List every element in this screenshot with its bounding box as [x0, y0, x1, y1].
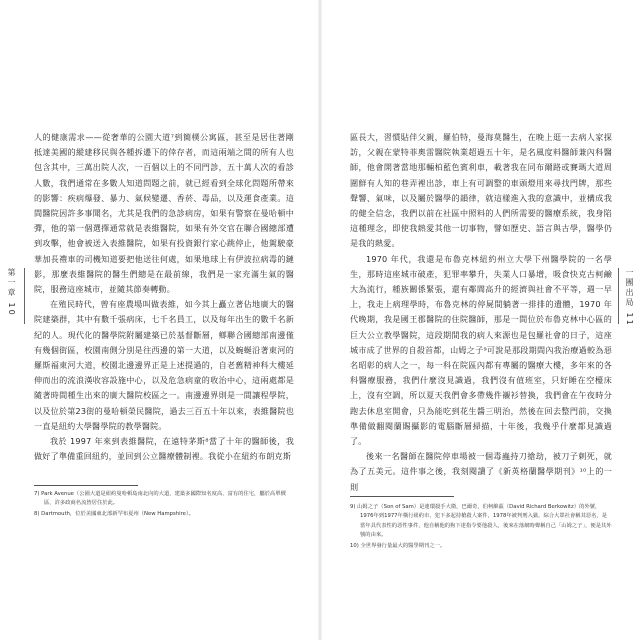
- footnote: 7) Park Avenue（公園大道是紐約曼哈頓島南北向的大道，建築多國際知名度高、富有的住宅，屬於高單價區，許多政商名流皆居住於此。: [34, 491, 286, 507]
- right-folio-rule: [618, 268, 619, 324]
- footnote: 9) 山姆之子（Son of Sam）是連環殺手大衛，巴爾奇，伯柯維茲（David Richard Berkowitz）的外號，1976年到1977年橫行紐約市，犯下多起持槍殺人案件，1978年被判刑入獄，綜合大眾社會稱其惡名，是當年具代表性的惡性事件，他自稱他的狗下達指令要他殺人，後來在落網時聲稱自己「山姆之子」，便是其外號的由來。: [350, 504, 612, 539]
- left-page: [0, 0, 318, 640]
- left-footnotes: [34, 490, 296, 520]
- right-footnote-divider: [350, 496, 454, 497]
- right-paragraph: 後來一名醫師在醫院停車場被一個毒蟲持刀搶劫，被刀子刺死，就為了五美元。這件事之後，我刻閱讀了《新英格蘭醫學期刊》¹⁰上的一則: [350, 451, 612, 492]
- footnote: 10) 全世界發行量最大的醫學期刊之一。: [350, 542, 446, 549]
- right-paragraph: 1970 年代，我還是布魯克林紐約州立大學下州醫學院的一名學生，那時這座城市破產，犯罪率攀升，失業人口暴增，吸食快克古柯鹼大為流行，種族關係緊張，還有鄰閭高升的經濟與社會不平等，週一早上，我走上病理學時，布魯克林的停屍間躺著一排排的遺體，1970 年代晚期，我是國王郡醫院的住院醫師，那是一間位於布魯克林中心區的巨大公立教學醫院，這段期間我的病人來源也是包羅社會的日子，這座城市成了世界的自殺首都，山姆之子⁹可說是那段期間內我治療過較為惡名昭彰的病人之一，每一科在院區內都有專屬的醫療大樓，多年來的各科醫療服務，我們什麼沒見識過，我們沒有值班室，只好睡在空檯床上，沒有空調，所以夏天我們會多帶幾件襯衫替換，我們會在午夜時分跑去休息室開會，只為能吃到花生醬三明治，然後在回去整門前，交換準備做翻閱蘭賜攝影的電腦斷層掃描，十年後，我幾乎什麼都見識過了。: [350, 253, 612, 447]
- left-footnote-divider: [34, 485, 138, 486]
- right-paragraph: 區長大，習慣貼伴父親，羅伯特，曼海莫醫生，在晚上逛一去病人家探訪，父親在蒙特菲奧雷醫院執業超過五十年，是名風度料醫師兼內科醫師，他會開著當地那輛柏藍色賓利車，載著我在同布爾路或賽瑪大道周圍鮮有人知的巷弄裡出診，車上有可調整的車頭燈用來尋找門牌，那些聲響、氣味，以及屬於醫學的韻律，就這樣進入我的意識中，並構成我的健全信念，我們以前在社區中照料的人們所需要的醫療系統，我身陷這種理念，即使我熱愛其他一切事物，譬如歷史、語言與古學，醫學仍是我的熱愛。: [350, 132, 612, 249]
- right-running-head: 一團出局 11: [625, 268, 634, 327]
- right-page: [322, 0, 640, 640]
- right-body-text: [350, 130, 612, 495]
- left-running-head: 第一章 10: [7, 268, 16, 317]
- right-footnotes: [350, 503, 612, 552]
- left-paragraph: 在殖民時代，曾有座農場叫做表維，如今其上矗立著佔地廣大的醫院建築群，其中有數千張病床，七千名員工，以及每年出生的數千名新紀的人。現代化的醫學院附屬建築已於基督斷層，鄉聯合國總部南邊僅有幾個街區，校園南側分別是往西邊的第一大道，以及蜿蜒沿著東河的羅斯福東河大道，校園北邊邊界正是上述提過的，自老舊精神科大樓延伸而出的流浪漢收容設施中心，以及危急病童的收治中心，這兩處都是隨著時間種生出來的廣大醫院校區之一。南邊邊界則是一間讓程學院，以及位於第23街的曼哈頓榮民醫院，過去三百五十年以來，表維醫院也一直是紐約大學醫學院的教學醫院。: [34, 299, 294, 431]
- left-paragraph: 我於 1997 年來到表維醫院，在遠特茅斯⁸當了十年的醫師後，我做好了準備重回紐約，並回到公立醫療體制裡。我從小在紐約布朗克斯: [34, 436, 294, 462]
- left-folio-rule: [24, 268, 25, 324]
- footnote: 8) Dartmouth，位於美國東北部新罕布夏州（New Hampshire）。: [34, 510, 194, 517]
- left-paragraph: 人的健康需求——從奢華的公園大道⁷到簡樸公寓區，甚至是居住著剛抵達美國的縱建移民與各種拆遷下的倖存者，而這兩端之間的所有人也包含其中，三萬出院人次，一百個以上的不同門診，五十萬人次的看診人數，我們通常在多數人知道問題之前，就已經看到全球化問題所帶來的影響：疾病爆發、暴力、氣候變遷、香菸、毒品，以及運食產業。這間醫院因許多事聞名，尤其是我們的急診病房，如果有警察在曼哈頓中彈，他的第一個選擇通常就是表維醫院，如果有外交官在聯合國總部遭到攻擊，他會被送入表維醫院，如果有投資銀行家心跳停止，他駕駛豪華加長禮車的司機知道要把他送往何處，如果地球上有伊波拉病毒的鏈影，那麼表維醫院的醫生們總是在最前線，我們是一家充滿生氣的醫院，服務這座城市，並隨其節奏轉動。: [34, 132, 294, 295]
- left-body-text: [34, 130, 294, 464]
